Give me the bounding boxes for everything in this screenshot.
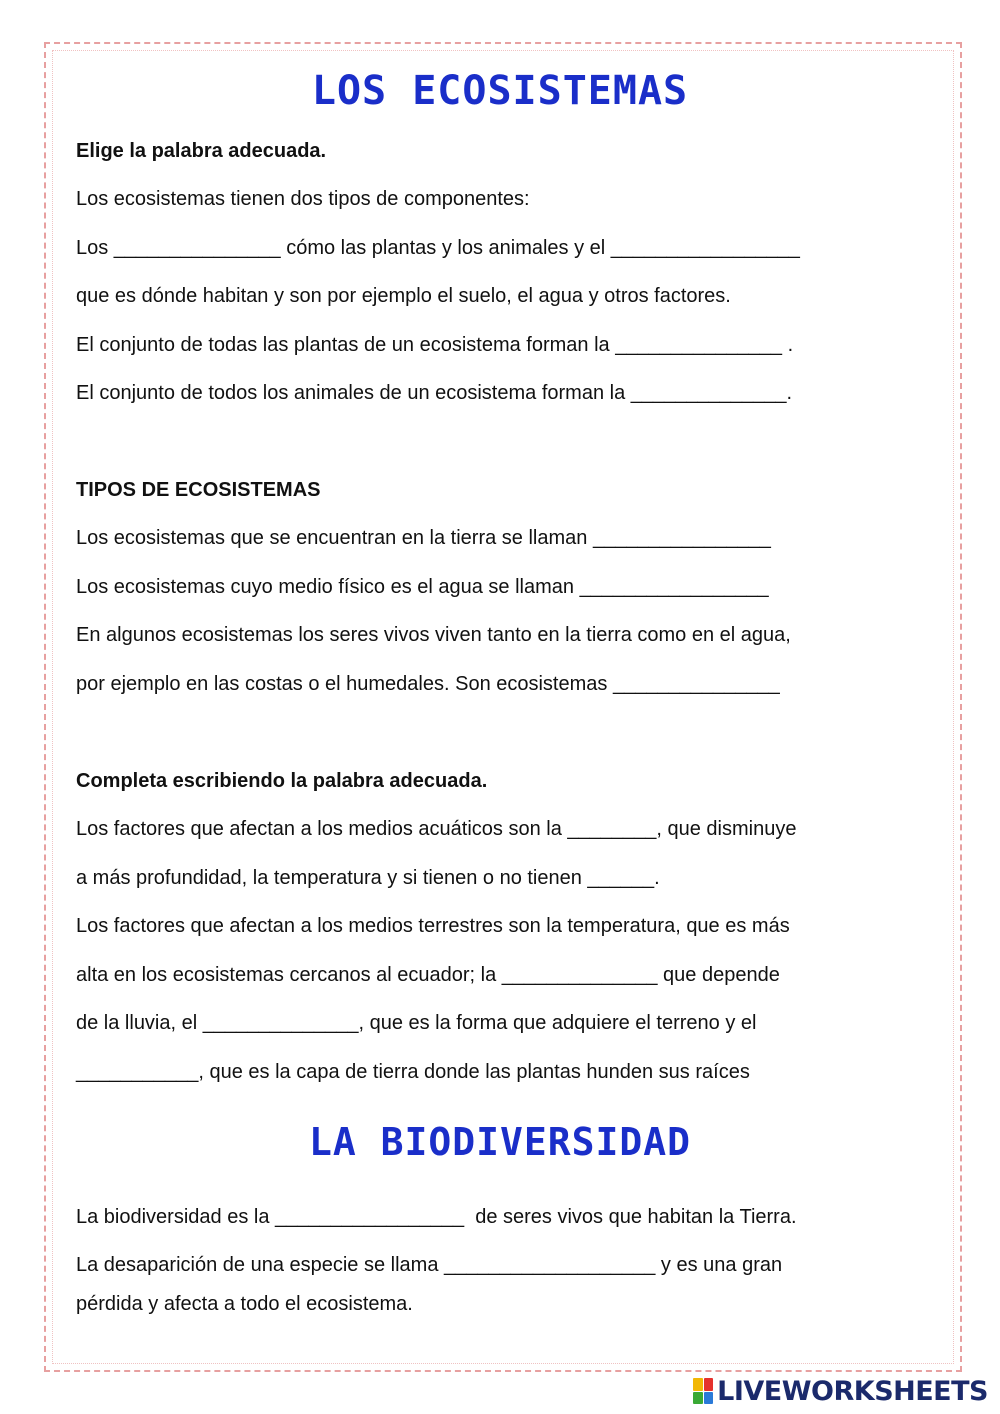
section-heading-completa: Completa escribiendo la palabra adecuada. — [76, 770, 488, 792]
fill-blank-line: a más profundidad, la temperatura y si tienen o no tienen ______. — [76, 867, 660, 889]
logo-text: LIVEWORKSHEETS — [717, 1375, 988, 1407]
fill-blank-line: El conjunto de todas las plantas de un ecosistema forman la _______________ . — [76, 334, 794, 356]
fill-blank-line: El conjunto de todos los animales de un ecosistema forman la ______________. — [76, 382, 793, 404]
text-line: pérdida y afecta a todo el ecosistema. — [76, 1293, 413, 1315]
fill-blank-line: La biodiversidad es la _________________ de seres vivos que habitan la Tierra. — [76, 1206, 797, 1228]
section-heading-elige: Elige la palabra adecuada. — [76, 140, 327, 162]
fill-blank-line: Los _______________ cómo las plantas y los animales y el _________________ — [76, 237, 800, 259]
fill-blank-line: ___________, que es la capa de tierra donde las plantas hunden sus raíces — [76, 1061, 750, 1083]
fill-blank-line: de la lluvia, el ______________, que es la forma que adquiere el terreno y el — [76, 1012, 757, 1034]
page-title: LOS ECOSISTEMAS — [311, 68, 689, 114]
fill-blank-line: alta en los ecosistemas cercanos al ecuador; la ______________ que depende — [76, 964, 780, 986]
fill-blank-line: La desaparición de una especie se llama ___________________ y es una gran — [76, 1254, 783, 1276]
text-line: Los ecosistemas tienen dos tipos de componentes: — [76, 188, 530, 210]
fill-blank-line: Los ecosistemas cuyo medio físico es el agua se llaman _________________ — [76, 576, 769, 598]
text-line: Los factores que afectan a los medios terrestres son la temperatura, que es más — [76, 915, 790, 937]
fill-blank-line: Los factores que afectan a los medios acuáticos son la ________, que disminuye — [76, 818, 797, 840]
liveworksheets-logo — [693, 1374, 988, 1408]
fill-blank-line: Los ecosistemas que se encuentran en la tierra se llaman ________________ — [76, 527, 771, 549]
text-line: En algunos ecosistemas los seres vivos viven tanto en la tierra como en el agua, — [76, 624, 791, 646]
fill-blank-line: por ejemplo en las costas o el humedales. Son ecosistemas _______________ — [76, 673, 780, 695]
logo-grid-icon — [693, 1378, 713, 1404]
section-title-biodiversidad: LA BIODIVERSIDAD — [308, 1120, 692, 1164]
text-line: que es dónde habitan y son por ejemplo el suelo, el agua y otros factores. — [76, 285, 731, 307]
section-heading-tipos: TIPOS DE ECOSISTEMAS — [76, 479, 321, 501]
